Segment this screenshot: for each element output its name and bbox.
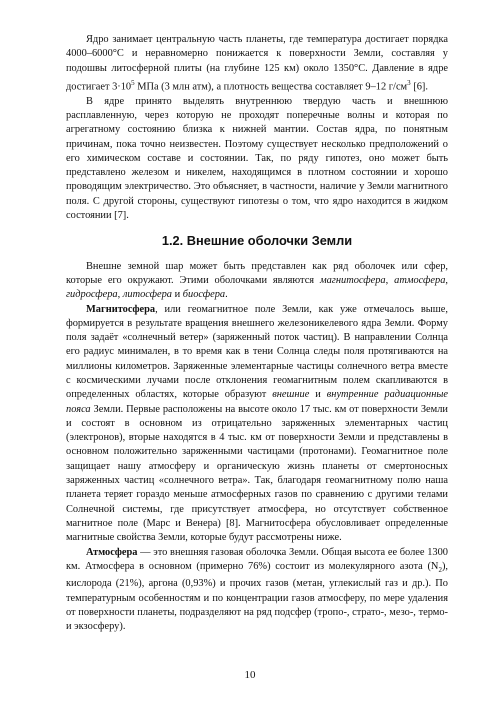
text-run: Внешне земной шар может быть представлен как ряд оболочек или сфер, которые его окружают. Этими оболочками являются [66, 260, 448, 286]
term-bold: Атмосфера [86, 546, 138, 558]
core-section [66, 33, 448, 223]
term-italic: биосфера [182, 289, 226, 301]
shells-section [66, 260, 448, 635]
page-number: 10 [244, 669, 256, 681]
term-italic: атмосфера [394, 274, 446, 286]
text-run: , [117, 289, 123, 301]
paragraph [66, 546, 448, 635]
paragraph [66, 303, 448, 546]
term-italic: гидросфера [66, 289, 118, 301]
term-bold: Магнитосфера [86, 303, 156, 315]
text-run: В ядре принято выделять внутреннюю твердую часть и внешнюю расплавленную, через которую не проходят поперечные волны и которая по агрегатному состоянию близка к нижней мантии. Состав ядра, по понятным причинам, пока точно неизвестен. Поэтому существует несколько предположений о его химическом составе и состоянии. Так, по ряду гипотез, оно может быть представлено железом и никелем, находящимся в плотном состоянии и хорошо проводящим электричество. Это объясняет, в частности, наличие у Земли магнитного поля. С другой стороны, существуют гипотезы о том, что ядро находится в жидком состоянии [7]. [66, 95, 448, 222]
text-run: 2 [438, 565, 442, 574]
section-heading: 1.2. Внешние оболочки Земли [161, 233, 353, 249]
text-run: — это внешняя газовая оболочка Земли. Общая высота ее более 1300 км. Атмосфера в основном (примерно 76%) состоит из молекулярного азота (N [66, 546, 448, 572]
text-run: и [309, 389, 327, 401]
paragraph [66, 260, 448, 303]
paragraph [66, 33, 448, 95]
page-body [66, 33, 448, 634]
text-run: Земли. Первые расположены на высоте около 17 тыс. км от поверхности Земли и состоят в основном из отрицательно заряженных элементарных частиц (электронов), вторые находятся в 4 тыс. км от поверхности Земли и представлены в основном положительно заряженными частицами (протонами). Геомагнитное поле защищает нашу атмосферу и органическую жизнь планеты от смертоносных заряженных частиц «солнечного ветра». Так, благодаря геомагнитному полю наша планета теряет гораздо меньше атмосферных газов по сравнению с другими телами Солнечной системы, где присутствует атмосфера, но отсутствует собственное магнитное поле (Марс и Венера) [8]. Магнитосфера обусловливает определенные магнитные свойства Земли, которые будут рассмотрены ниже. [66, 403, 448, 544]
text-run: , [385, 274, 395, 286]
term-italic: магнитосфера [319, 274, 386, 286]
text-run: 3 [407, 78, 411, 87]
term-italic: внешние [272, 389, 310, 401]
text-run: . [225, 289, 228, 301]
term-italic: литосфера [122, 289, 173, 301]
text-run: ), кислорода (21%), аргона (0,93%) и прочих газов (метан, углекислый газ и др.). По температурным особенностям и по концентрации газов атмосферу, по мере удаления от поверхности планеты, подразделяют на ряд подсфер (тропо-, страто-, мезо-, термо- и экзосферу). [66, 560, 448, 633]
text-run: [6]. [410, 81, 428, 93]
text-run: и [172, 289, 183, 301]
text-run: , [445, 274, 448, 286]
text-run: МПа (3 млн атм), а плотность вещества составляет 9–12 г/см [134, 81, 408, 93]
paragraph [66, 95, 448, 224]
term-italic: внутренние радиационные пояса [66, 389, 448, 415]
text-run: Ядро занимает центральную часть планеты, где температура достигает порядка 4000–6000°C и неравномерно понижается к поверхности Земли, составляя у подошвы литосферной плиты (на глубине 125 км) около 1350°C. Давление в ядре достигает 3·10 [66, 34, 448, 93]
text-run: 5 [131, 78, 135, 87]
text-run: , или геомагнитное поле Земли, как уже отмечалось выше, формируется в результате вращения внешнего железоникелевого ядра Земли. Форму поля задаёт «солнечный ветер» (заряженный поток частиц). В направлении Солнца его радиус минимален, в то время как в тени Солнца следы поля протягиваются на миллионы километров. Заряженные элементарные частицы солнечного ветра вместе с космическими лучами после отклонения геомагнитным полем скапливаются в определенных областях, которые образуют [66, 303, 448, 401]
